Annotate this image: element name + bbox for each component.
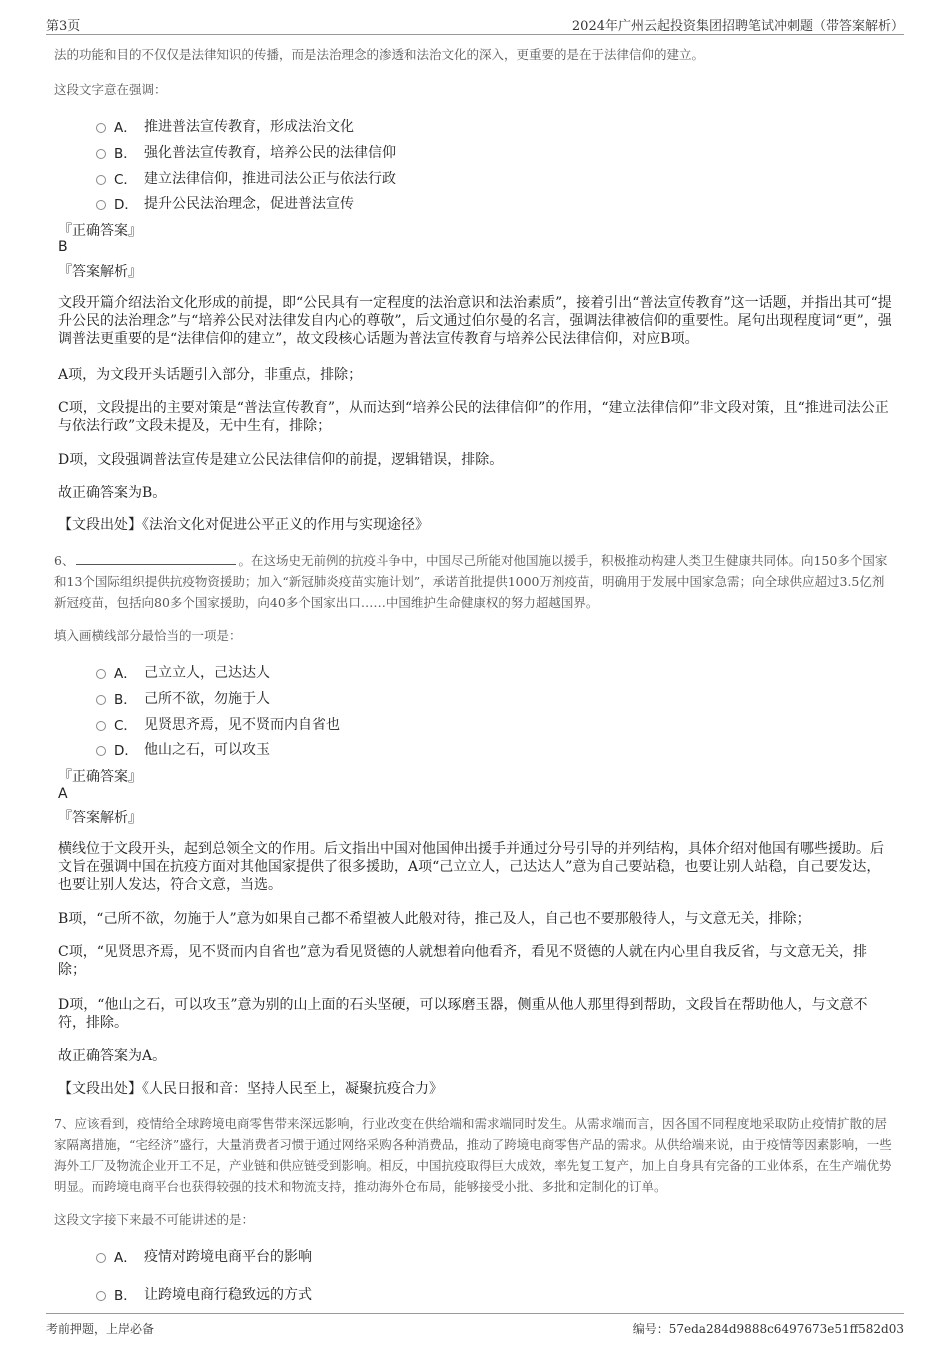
answer-label: 『正确答案』 xyxy=(58,769,142,785)
footer-slogan: 考前押题，上岸必备 xyxy=(46,1322,155,1336)
analysis-paragraph: D项，文段强调普法宣传是建立公民法律信仰的前提，逻辑错误，排除。 xyxy=(58,452,504,468)
q5-option-c[interactable]: C． 建立法律信仰，推进司法公正与依法行政 xyxy=(96,168,396,188)
radio-icon[interactable] xyxy=(96,695,106,705)
answer-value: A xyxy=(58,786,68,802)
question-6-stem: 6、 。在这场史无前例的抗疫斗争中，中国尽己所能对他国施以援手，积极推动构建人类卫生健康共同体。向150多个国家和13个国际组织提供抗疫物资援助；加入“新冠肺炎疫苗实施计划”，承诺首批提供1000万剂疫苗，明确用于发展中国家急需；向全球供应超过3.5亿剂新冠疫苗，包括向80多个国家援助，向40多个国家出口……中国维护生命健康权的努力超越国界。 xyxy=(54,553,888,610)
radio-icon[interactable] xyxy=(96,721,106,731)
radio-icon[interactable] xyxy=(96,200,106,210)
radio-icon[interactable] xyxy=(96,1253,106,1263)
radio-icon[interactable] xyxy=(96,149,106,159)
question-7-prompt: 这段文字接下来最不可能讲述的是： xyxy=(54,1212,255,1227)
radio-icon[interactable] xyxy=(96,123,106,133)
document-title: 2024年广州云起投资集团招聘笔试冲刺题（带答案解析） xyxy=(571,19,904,34)
analysis-paragraph: D项，“他山之石，可以攻玉”意为别的山上面的石头坚硬，可以琢磨玉器，侧重从他人那里得到帮助，文段旨在帮助他人，与文意不符，排除。 xyxy=(58,997,868,1031)
q5-option-b[interactable]: B． 强化普法宣传教育，培养公民的法律信仰 xyxy=(96,142,396,162)
question-5-prompt: 这段文字意在强调： xyxy=(54,82,167,97)
analysis-paragraph: C项，文段提出的主要对策是“普法宣传教育”，从而达到“培养公民的法律信仰”的作用，“建立法律信仰”非文段对策，且“推进司法公正与依法行政”文段未提及，无中生有，排除； xyxy=(58,400,889,434)
analysis-paragraph: C项，“见贤思齐焉，见不贤而内自省也”意为看见贤德的人就想着向他看齐，看见不贤德的人就在内心里自我反省，与文意无关，排除； xyxy=(58,944,868,978)
question-5-stem-tail: 法的功能和目的不仅仅是法律知识的传播，而是法治理念的渗透和法治文化的深入，更重要的是在于法律信仰的建立。 xyxy=(54,47,705,62)
analysis-paragraph: B项，“己所不欲，勿施于人”意为如果自己都不希望被人此般对待，推己及人，自己也不要那般待人，与文意无关，排除； xyxy=(58,911,811,927)
analysis-paragraph: 故正确答案为A。 xyxy=(58,1048,167,1064)
page-footer xyxy=(46,1313,904,1336)
q6-option-b[interactable]: B． 己所不欲，勿施于人 xyxy=(96,688,270,708)
question-7-stem: 7、应该看到，疫情给全球跨境电商零售带来深远影响，行业改变在供给端和需求端同时发生。从需求端而言，因各国不同程度地采取防止疫情扩散的居家隔离措施，“宅经济”盛行，大量消费者习惯于通过网络采购各种消费品，推动了跨境电商零售产品的需求。从供给端来说，由于疫情等因素影响，一些海外工厂及物流企业开工不足，产业链和供应链受到影响。相反，中国抗疫取得巨大成效，率先复工复产，加上自身具有完备的工业体系，在生产端优势明显。而跨境电商平台也获得较强的技术和物流支持，推动海外仓布局，能够接受小批、多批和定制化的订单。 xyxy=(54,1116,892,1194)
fill-blank xyxy=(76,552,236,565)
document-id: 编号：57eda284d9888c6497673e51ff582d03 xyxy=(632,1322,904,1336)
analysis-paragraph: 故正确答案为B。 xyxy=(58,485,167,501)
source-citation: 【文段出处】《人民日报和音：坚持人民至上，凝聚抗疫合力》 xyxy=(58,1081,443,1097)
radio-icon[interactable] xyxy=(96,746,106,756)
radio-icon[interactable] xyxy=(96,175,106,185)
analysis-label: 『答案解析』 xyxy=(58,810,142,826)
answer-label: 『正确答案』 xyxy=(58,223,142,239)
radio-icon[interactable] xyxy=(96,669,106,679)
page-number: 第3页 xyxy=(46,19,81,34)
analysis-label: 『答案解析』 xyxy=(58,264,142,280)
analysis-paragraph: 横线位于文段开头，起到总领全文的作用。后文指出中国对他国伸出援手并通过分号引导的并列结构，具体介绍对他国有哪些援助。后文旨在强调中国在抗疫方面对其他国家提供了很多援助，A项“己立立人，己达达人”意为自己要站稳，也要让别人站稳，自己要发达，也要让别人发达，符合文意，当选。 xyxy=(58,841,884,893)
analysis-paragraph: A项，为文段开头话题引入部分，非重点，排除； xyxy=(58,367,363,383)
radio-icon[interactable] xyxy=(96,1291,106,1301)
q6-option-c[interactable]: C． 见贤思齐焉，见不贤而内自省也 xyxy=(96,714,340,734)
question-6-prompt: 填入画横线部分最恰当的一项是： xyxy=(54,628,242,643)
q6-option-a[interactable]: A． 己立立人，己达达人 xyxy=(96,662,270,682)
source-citation: 【文段出处】《法治文化对促进公平正义的作用与实现途径》 xyxy=(58,517,429,533)
q5-option-a[interactable]: A． 推进普法宣传教育，形成法治文化 xyxy=(96,116,354,136)
q7-option-b[interactable]: B． 让跨境电商行稳致远的方式 xyxy=(96,1284,312,1304)
answer-value: B xyxy=(58,239,68,255)
q6-option-d[interactable]: D． 他山之石，可以攻玉 xyxy=(96,739,270,759)
q5-option-d[interactable]: D． 提升公民法治理念，促进普法宣传 xyxy=(96,193,354,213)
q7-option-a[interactable]: A． 疫情对跨境电商平台的影响 xyxy=(96,1246,312,1266)
page-header xyxy=(46,12,904,35)
analysis-paragraph: 文段开篇介绍法治文化形成的前提，即“公民具有一定程度的法治意识和法治素质”，接着引出“普法宣传教育”这一话题，并指出其可“提升公民的法治理念”与“培养公民对法律发自内心的尊敬”，后文通过伯尔曼的名言，强调法律被信仰的重要性。尾句出现程度词“更”，强调普法更重要的是“法律信仰的建立”，故文段核心话题为普法宣传教育与培养公民法律信仰，对应B项。 xyxy=(58,295,892,347)
